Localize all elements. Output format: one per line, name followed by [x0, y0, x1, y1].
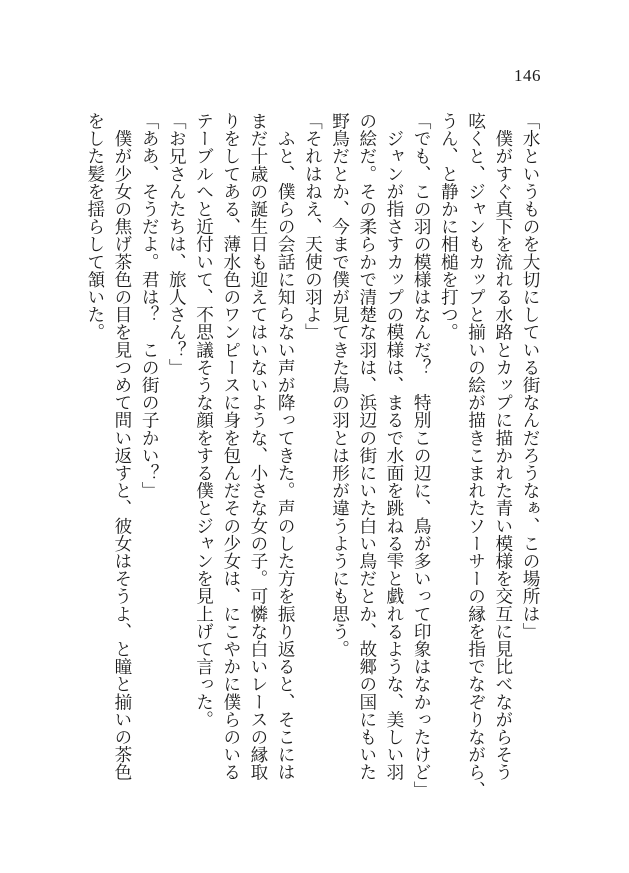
text-line: ジャンが指さすカップの模様は、まるで水面を跳ねる雫と戯れるような、美しい羽: [383, 112, 404, 781]
text-line: 「お兄さんたちは、旅人さん？」: [166, 112, 187, 376]
text-line: りをしてある、薄水色のワンピースに身を包んだその少女は、にこやかに僕らのいる: [220, 112, 241, 781]
text-line: 「ああ、そうだよ。君は？ この街の子かい？」: [139, 112, 160, 500]
text-line: の絵だ。その柔らかで清楚な羽は、浜辺の街にいた白い鳥だとか、故郷の国にもいた: [356, 112, 377, 781]
text-line: 僕が少女の焦げ茶色の目を見つめて問い返すと、彼女はそうよ、と瞳と揃いの茶色: [111, 112, 132, 781]
text-line: 「それはねえ、天使の羽よ」: [302, 112, 323, 341]
novel-text-block: [81, 112, 543, 812]
text-line: うん、と静かに相槌を打つ。: [438, 112, 459, 341]
text-line: 僕がすぐ真下を流れる水路とカップに描かれた青い模様を交互に見比べながらそう: [492, 112, 513, 781]
text-line: 野鳥だとか、今まで僕が見てきた鳥の羽とは形が違うようにも思う。: [329, 112, 350, 658]
text-line: をした髪を揺らして頷いた。: [84, 112, 105, 341]
text-line: 「水というものを大切にしている街なんだろうなぁ、この場所は」: [520, 112, 540, 640]
text-line: 呟くと、ジャンもカップと揃いの絵が描きこまれたソーサーの縁を指でなぞりながら、: [465, 112, 486, 799]
text-line: ふと、僕らの会話に知らない声が降ってきた。声のした方を振り返ると、そこには: [275, 112, 296, 781]
page-number: 146: [514, 66, 541, 85]
text-line: まだ十歳の誕生日も迎えてはいないような、小さな女の子。可憐な白いレースの縁取: [247, 112, 268, 781]
text-line: 「でも、この羽の模様はなんだ？ 特別この辺に、鳥が多いって印象はなかったけど」: [411, 112, 432, 799]
text-line: テーブルへと近付いて、不思議そうな顔をする僕とジャンを見上げて言った。: [193, 112, 214, 728]
